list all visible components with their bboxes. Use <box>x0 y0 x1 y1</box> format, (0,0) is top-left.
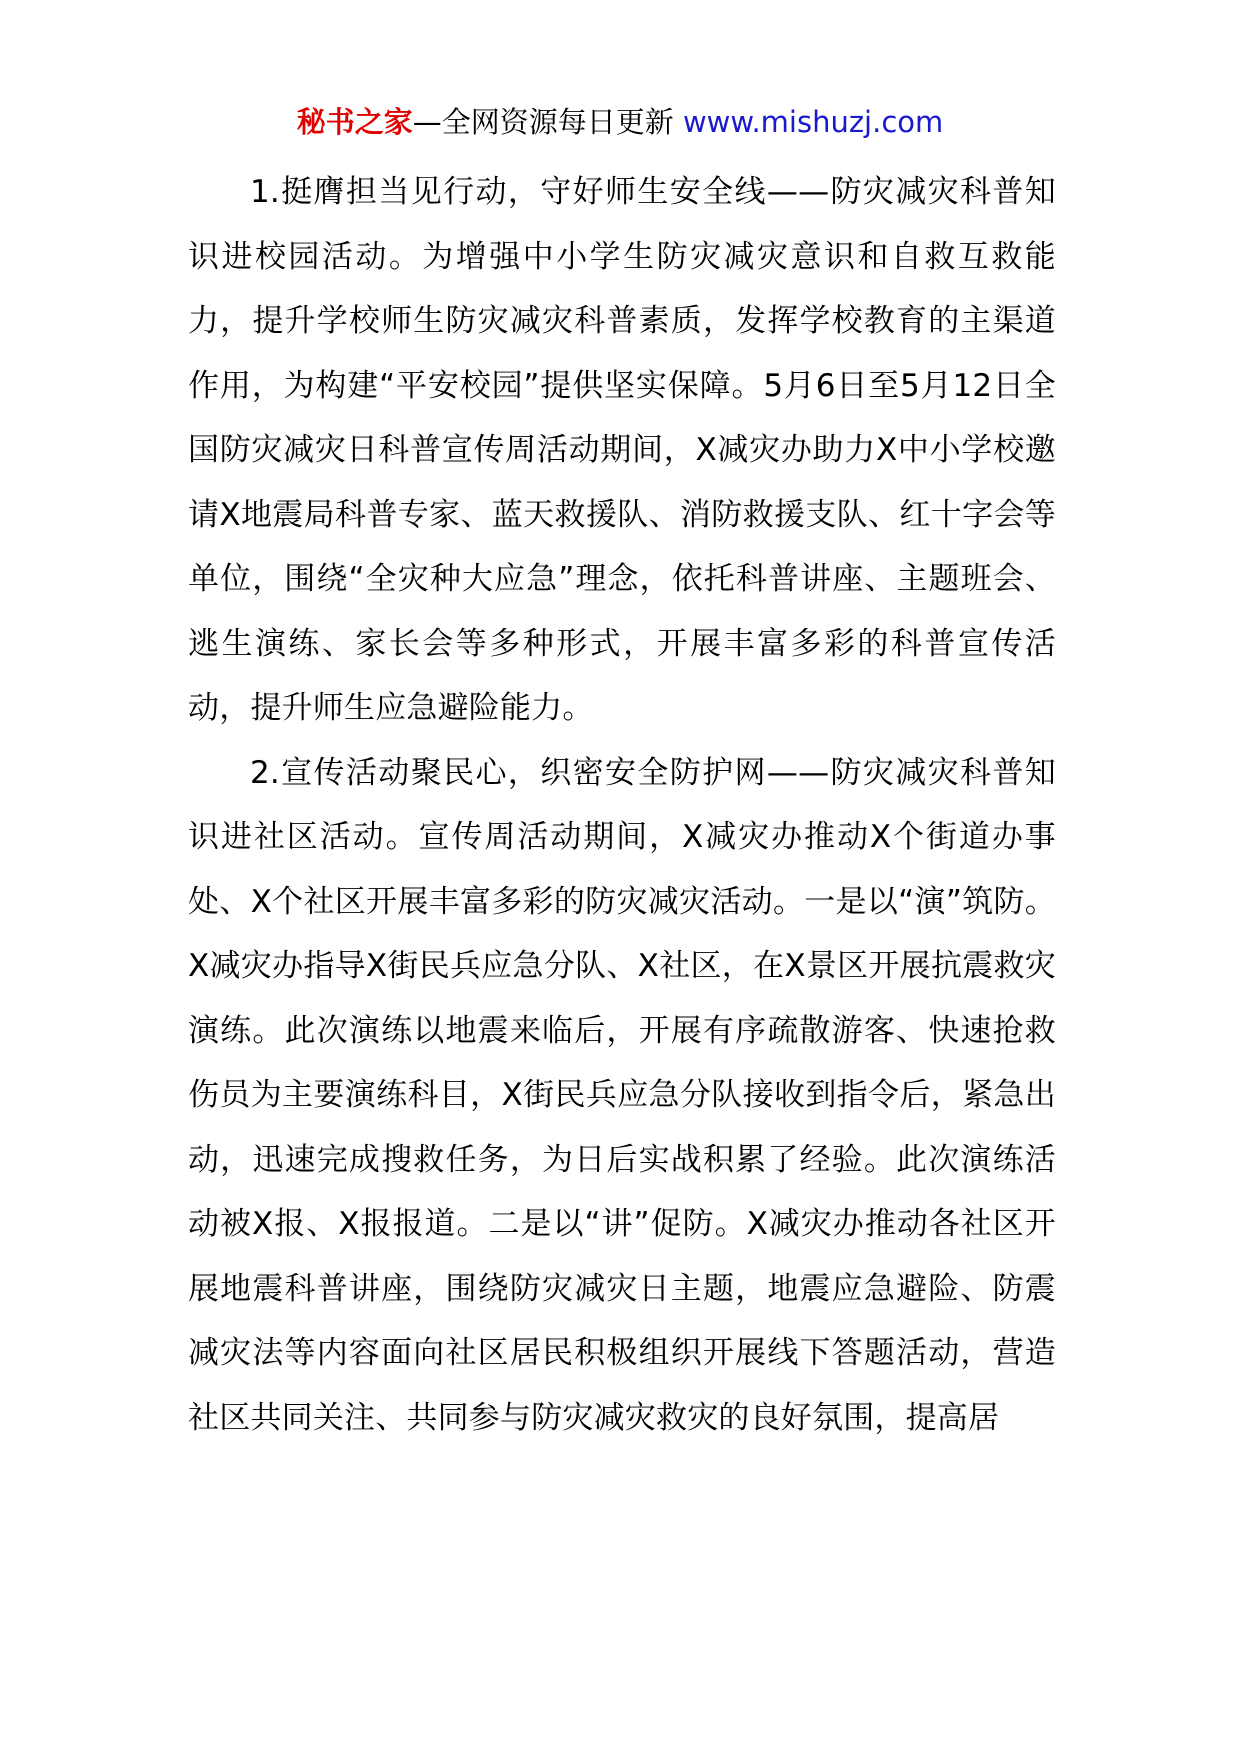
brand-name: 秘书之家 <box>296 105 413 139</box>
paragraph-campus-activity: 1.挺膺担当见行动，守好师生安全线——防灾减灾科普知识进校园活动。为增强中小学生防灾减灾意识和自救互救能力，提升学校师生防灾减灾科普素质，发挥学校教育的主渠道作用，为构建“平安校园”提供坚实保障。5月6日至5月12日全国防灾减灾日科普宣传周活动期间，X减灾办助力X中小学校邀请X地震局科普专家、蓝天救援队、消防救援支队、红十字会等单位，围绕“全灾种大应急”理念，依托科普讲座、主题班会、逃生演练、家长会等多种形式，开展丰富多彩的科普宣传活动，提升师生应急避险能力。 <box>188 174 1056 726</box>
paragraph-community-activity: 2.宣传活动聚民心，织密安全防护网——防灾减灾科普知识进社区活动。宣传周活动期间，X减灾办推动X个街道办事处、X个社区开展丰富多彩的防灾减灾活动。一是以“演”筑防。X减灾办指导X街民兵应急分队、X社区，在X景区开展抗震救灾演练。此次演练以地震来临后，开展有序疏散游客、快速抢救伤员为主要演练科目，X街民兵应急分队接收到指令后，紧急出动，迅速完成搜救任务，为日后实战积累了经验。此次演练活动被X报、X报报道。二是以“讲”促防。X减灾办推动各社区开展地震科普讲座，围绕防灾减灾日主题，地震应急避险、防震减灾法等内容面向社区居民积极组织开展线下答题活动，营造社区共同关注、共同参与防灾减灾救灾的良好氛围，提高居 <box>188 754 1056 1436</box>
header-tagline: —全网资源每日更新 <box>412 105 683 139</box>
site-header <box>0 100 1240 144</box>
site-url[interactable]: www.mishuzj.com <box>682 105 944 139</box>
document-body <box>188 160 1056 1450</box>
